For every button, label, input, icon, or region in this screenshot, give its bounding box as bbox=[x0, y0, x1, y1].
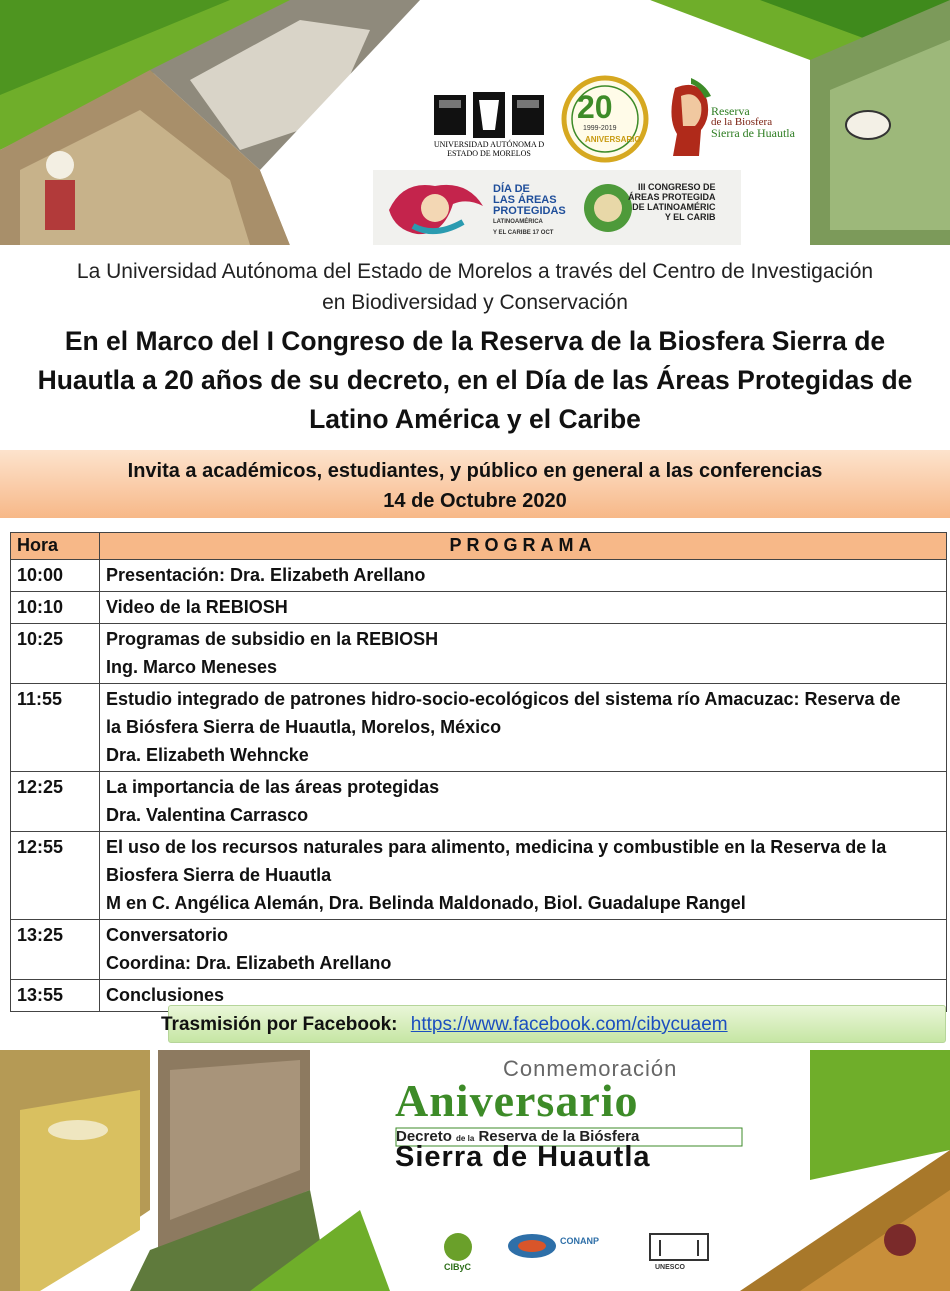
program-description bbox=[100, 592, 947, 624]
unesco-label: UNESCO bbox=[655, 1264, 685, 1271]
dia-line1: DÍA DE bbox=[493, 183, 530, 195]
program-description-line: Coordina: Dra. Elizabeth Arellano bbox=[106, 953, 392, 973]
facebook-band bbox=[161, 1005, 946, 1043]
header-hora: Hora bbox=[11, 533, 100, 560]
program-description-line: La importancia de las áreas protegidas bbox=[106, 777, 440, 797]
sierra-de-huautla-text: Sierra de Huautla bbox=[395, 1141, 651, 1173]
reserva-line3: Sierra de Huautla bbox=[711, 126, 795, 140]
decreto-word: Decreto bbox=[396, 1128, 452, 1145]
program-description bbox=[100, 772, 947, 832]
program-time: 10:10 bbox=[11, 592, 100, 624]
program-description-line: El uso de los recursos naturales para alimento, medicina y combustible en la Reserva de la bbox=[106, 837, 887, 857]
cibyc-logo-icon bbox=[444, 1233, 472, 1261]
farmer-hat-shape bbox=[48, 1120, 108, 1140]
dia-line4: LATINOAMÉRICA bbox=[493, 219, 543, 225]
program-description-line: Dra. Valentina Carrasco bbox=[106, 805, 309, 825]
conanp-logo-inner bbox=[518, 1240, 546, 1252]
program-body bbox=[11, 560, 947, 1012]
program-header-row bbox=[11, 533, 947, 560]
headline bbox=[0, 322, 950, 439]
program-description-line: Presentación: Dra. Elizabeth Arellano bbox=[106, 565, 426, 585]
program-time: 10:00 bbox=[11, 560, 100, 592]
program-time: 12:55 bbox=[11, 832, 100, 920]
event-date: 14 de Octubre 2020 bbox=[383, 490, 567, 512]
intro-line1: La Universidad Autónoma del Estado de Morelos a través del Centro de Investigación bbox=[76, 260, 874, 283]
reserva-profile-icon bbox=[665, 78, 713, 160]
program-time: 13:25 bbox=[11, 920, 100, 980]
congreso-line1: III CONGRESO DE bbox=[638, 182, 716, 192]
invitation-text: Invita a académicos, estudiantes, y público en general a las conferencias bbox=[127, 460, 823, 482]
conanp-label: CONANP bbox=[560, 1236, 600, 1246]
headline-line1: En el Marco del I Congreso de la Reserva de la Biosfera Sierra de bbox=[64, 326, 886, 356]
program-row bbox=[11, 560, 947, 592]
facebook-link[interactable]: https://www.facebook.com/cibycuaem bbox=[410, 1014, 728, 1035]
uaem-name-line1: UNIVERSIDAD AUTÓNOMA D bbox=[433, 140, 545, 149]
program-description-line: la Biósfera Sierra de Huautla, Morelos, México bbox=[106, 717, 502, 737]
header-programa: PROGRAMA bbox=[100, 533, 947, 560]
top-banner bbox=[0, 0, 950, 245]
program-description-line: Conclusiones bbox=[106, 985, 225, 1005]
program-description-line: Programas de subsidio en la REBIOSH bbox=[106, 629, 439, 649]
facebook-label: Trasmisión por Facebook: bbox=[161, 1014, 398, 1035]
dia-areas-logo-icon bbox=[383, 176, 488, 240]
invitation-band bbox=[0, 450, 950, 518]
program-description bbox=[100, 624, 947, 684]
program-description-line: Estudio integrado de patrones hidro-socio-ecológicos del sistema río Amacuzac: Reserva de bbox=[106, 689, 901, 709]
congreso-line4: Y EL CARIB bbox=[664, 212, 716, 222]
decreto-reserva: Reserva de la Biósfera bbox=[478, 1128, 640, 1145]
uaem-logo bbox=[425, 82, 553, 166]
bottom-banner bbox=[0, 1050, 950, 1291]
cibyc-label: CIByC bbox=[444, 1262, 472, 1272]
dia-line5: Y EL CARIBE 17 OCT bbox=[493, 230, 554, 236]
program-description bbox=[100, 560, 947, 592]
program-table bbox=[10, 532, 947, 1012]
butterfly-shape bbox=[846, 111, 890, 139]
program-description bbox=[100, 920, 947, 980]
uaem-name-line2: ESTADO DE MORELOS bbox=[447, 149, 531, 158]
program-row bbox=[11, 772, 947, 832]
program-description-line: Ing. Marco Meneses bbox=[106, 657, 278, 677]
headline-line2: Huautla a 20 años de su decreto, en el Día de las Áreas Protegidas de bbox=[37, 365, 913, 395]
anniversary-years: 1999-2019 bbox=[583, 125, 617, 132]
dia-line2: LAS ÁREAS bbox=[493, 194, 557, 206]
program-description-line: Conversatorio bbox=[106, 925, 229, 945]
program-description bbox=[100, 684, 947, 772]
reserva-line1: Reserva bbox=[711, 104, 750, 118]
program-row bbox=[11, 592, 947, 624]
anniversary-number: 20 bbox=[577, 89, 613, 125]
anniversary-word: ANIVERSARIO bbox=[585, 135, 641, 144]
hat-shape bbox=[46, 151, 74, 179]
conmemoracion-text: Conmemoración bbox=[503, 1056, 678, 1081]
congreso-line2: ÁREAS PROTEGIDA bbox=[628, 192, 716, 202]
program-time: 12:25 bbox=[11, 772, 100, 832]
intro-line2: en Biodiversidad y Conservación bbox=[322, 291, 628, 314]
program-description bbox=[100, 832, 947, 920]
program-description-line: Dra. Elizabeth Wehncke bbox=[106, 745, 309, 765]
program-description-line: Video de la REBIOSH bbox=[106, 597, 288, 617]
anniversary-logo bbox=[555, 75, 655, 163]
aniversario-text: Aniversario bbox=[395, 1075, 639, 1126]
reserva-line2: de la Biosfera bbox=[711, 116, 773, 128]
intro-text bbox=[0, 256, 950, 318]
congreso-line3: DE LATINOAMÉRIC bbox=[632, 202, 716, 212]
reserva-logo bbox=[665, 78, 805, 160]
uaem-shield-icon bbox=[429, 90, 549, 140]
bottom-green-wedge-right bbox=[810, 1050, 950, 1180]
program-row bbox=[11, 624, 947, 684]
program-time: 11:55 bbox=[11, 684, 100, 772]
program-row bbox=[11, 684, 947, 772]
congreso-logo-icon bbox=[583, 178, 633, 238]
program-description-line: M en C. Angélica Alemán, Dra. Belinda Maldonado, Biol. Guadalupe Rangel bbox=[106, 893, 746, 913]
corn-shape bbox=[884, 1224, 916, 1256]
unesco-logo-icon bbox=[650, 1234, 708, 1260]
program-row bbox=[11, 832, 947, 920]
person-shape bbox=[45, 180, 75, 230]
program-row bbox=[11, 920, 947, 980]
program-time: 13:55 bbox=[11, 980, 100, 1012]
dia-areas-protegidas-logos bbox=[373, 170, 741, 245]
headline-line3: Latino América y el Caribe bbox=[309, 404, 641, 434]
decreto-de-la: de la bbox=[456, 1134, 475, 1143]
program-description-line: Biosfera Sierra de Huautla bbox=[106, 865, 332, 885]
dia-line3: PROTEGIDAS bbox=[493, 205, 566, 217]
program-time: 10:25 bbox=[11, 624, 100, 684]
